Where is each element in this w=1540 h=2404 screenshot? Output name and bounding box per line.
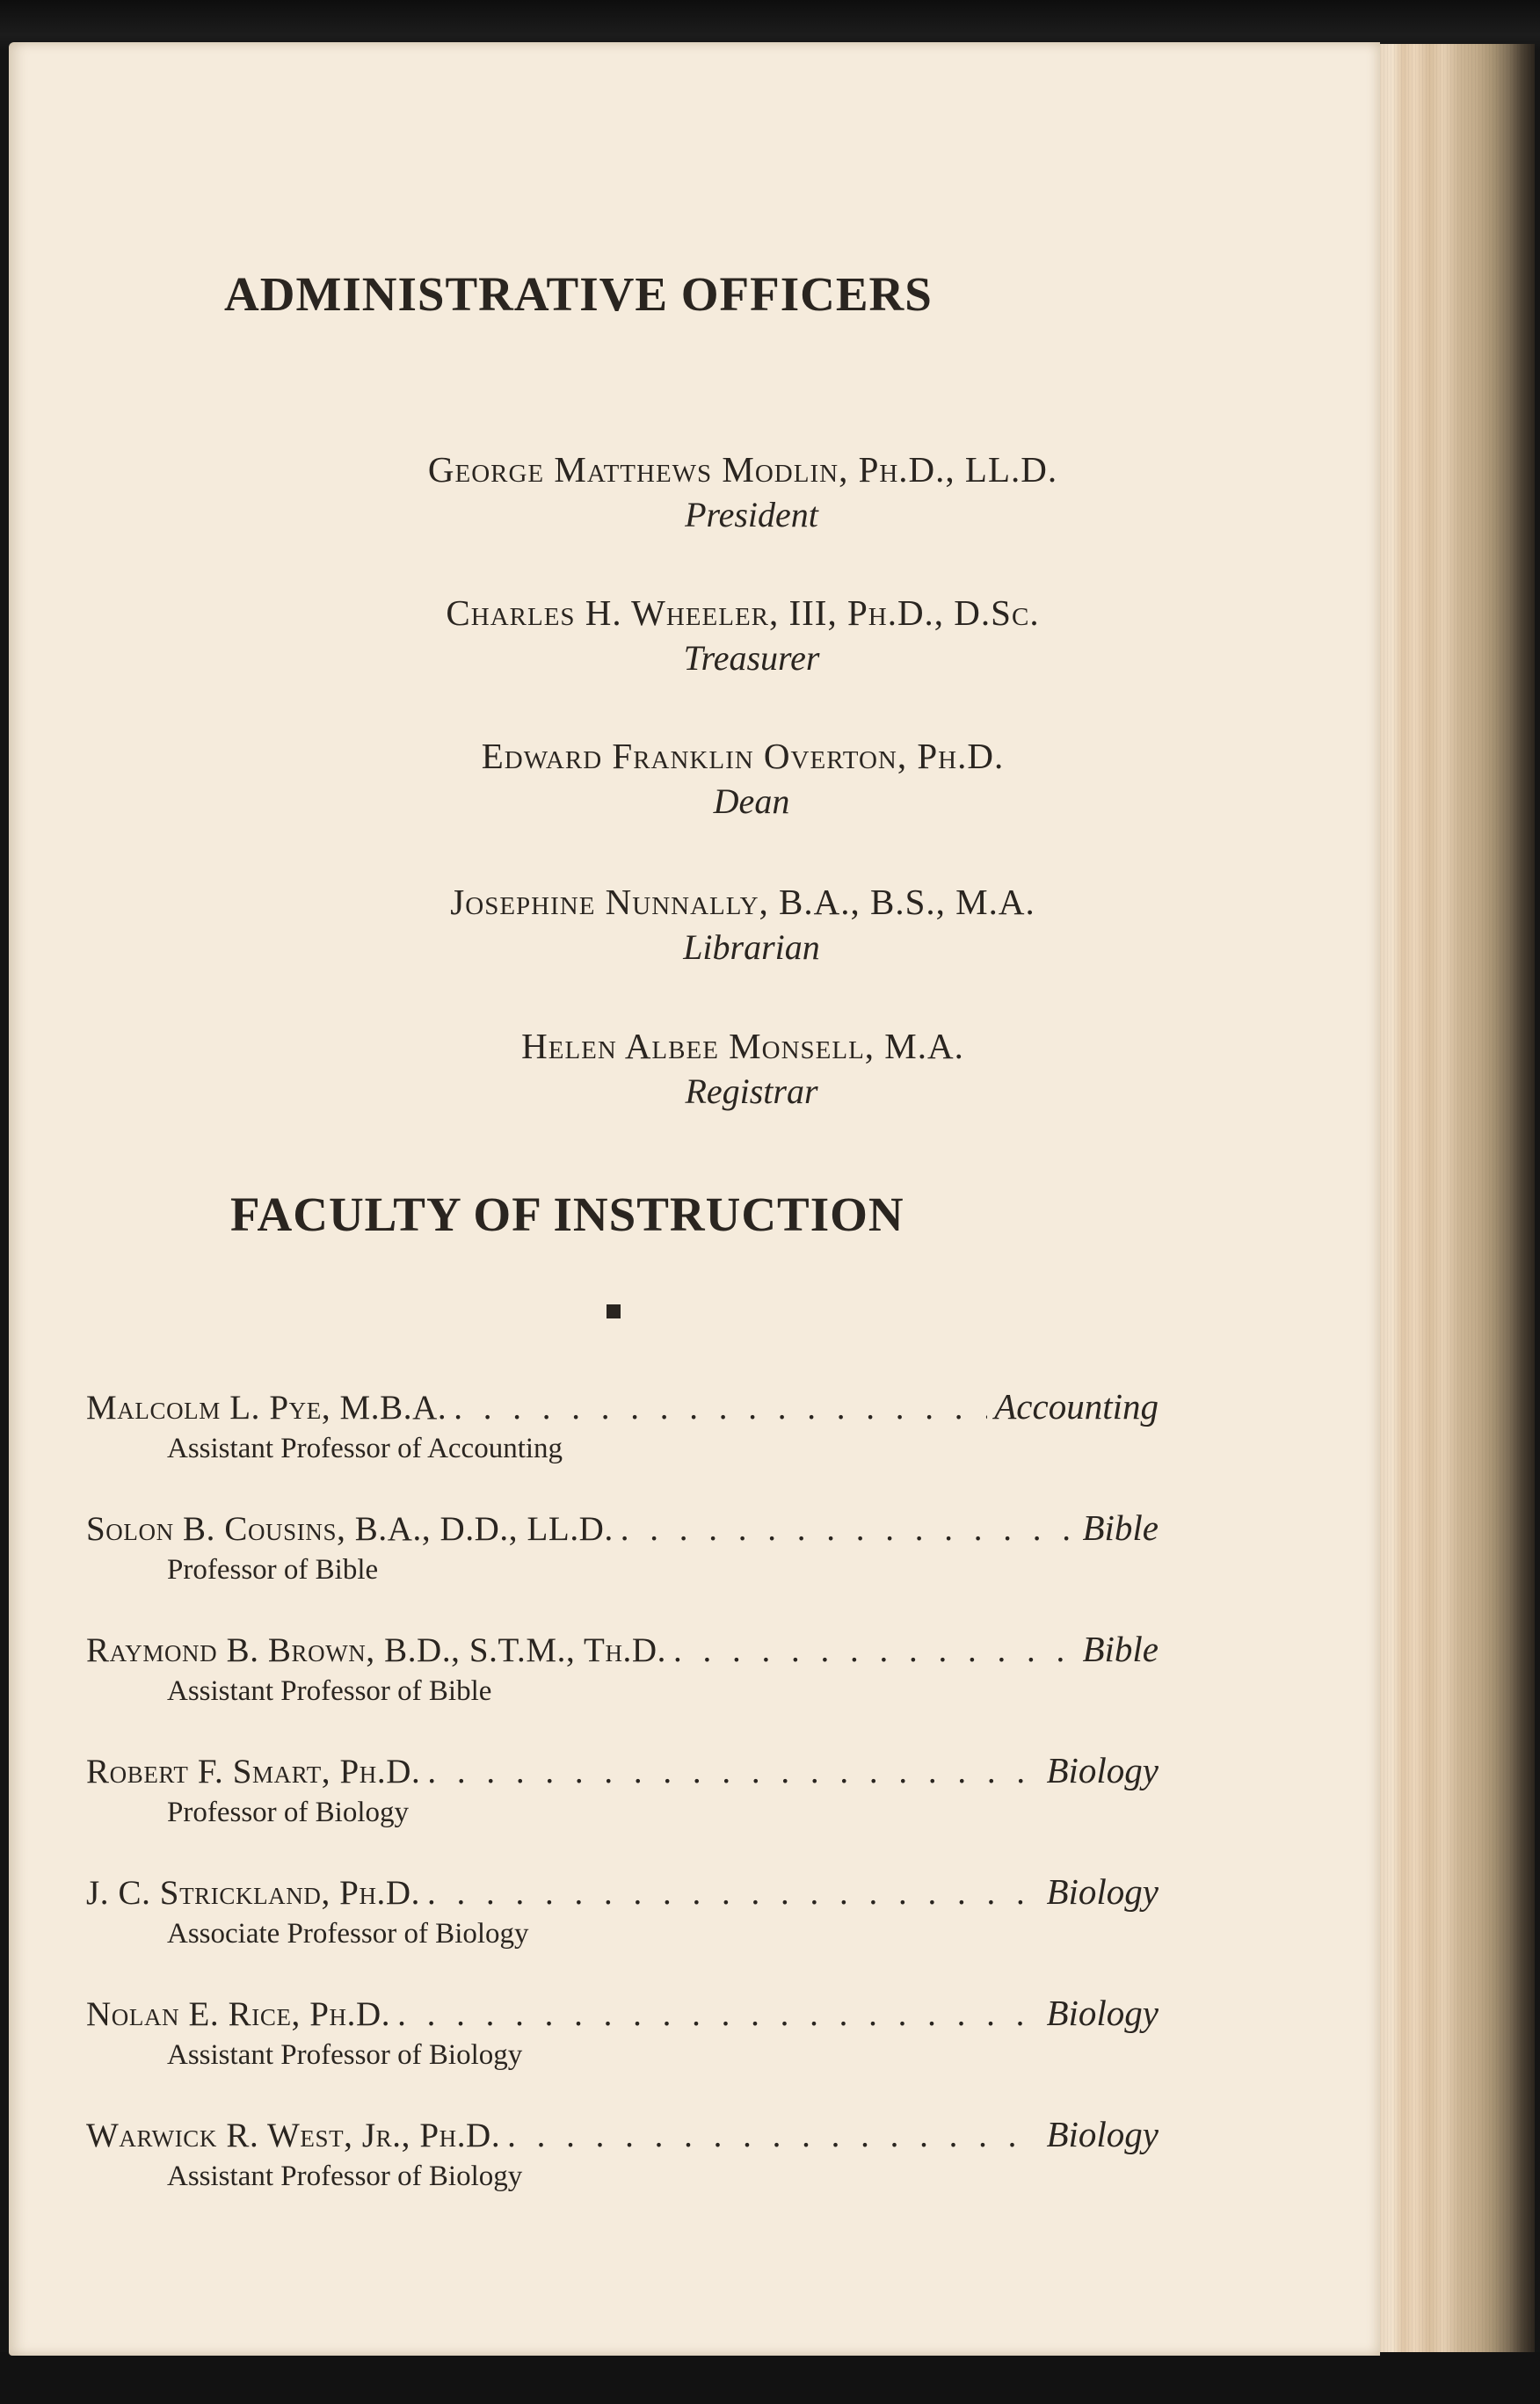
faculty-entry-line	[86, 1870, 1159, 1913]
dot-leader	[427, 1873, 1039, 1913]
faculty-rank: Professor of Bible	[167, 1554, 379, 1586]
faculty-department: Bible	[1082, 1507, 1159, 1548]
officer-name: Charles H. Wheeler, III, Ph.D., D.Sc.	[446, 592, 1040, 633]
page-content	[9, 42, 1380, 2356]
section-divider-bullet	[607, 1304, 621, 1318]
officer-title: President	[685, 495, 818, 534]
faculty-rank: Assistant Professor of Biology	[167, 2161, 523, 2192]
faculty-department: Biology	[1046, 1993, 1159, 2033]
dot-leader	[454, 1388, 987, 1427]
faculty-rank: Professor of Biology	[167, 1797, 409, 1828]
officer-entry	[9, 735, 1380, 822]
book-page-edges	[1380, 44, 1535, 2361]
faculty-entry	[86, 1870, 1159, 1950]
faculty-name: Solon B. Cousins, B.A., D.D., LL.D.	[86, 1510, 614, 1548]
faculty-entry-line	[86, 1749, 1159, 1791]
faculty-department: Accounting	[994, 1386, 1159, 1427]
officer-entry	[9, 448, 1380, 535]
faculty-name: Malcolm L. Pye, M.B.A.	[86, 1389, 447, 1427]
officer-entry	[9, 1025, 1380, 1112]
dot-leader	[427, 1752, 1039, 1791]
faculty-entry	[86, 1992, 1159, 2072]
faculty-department: Biology	[1046, 1750, 1159, 1790]
dot-leader	[621, 1509, 1076, 1549]
faculty-department: Biology	[1046, 1871, 1159, 1912]
dot-leader	[397, 1994, 1039, 2034]
dot-leader	[673, 1631, 1075, 1670]
officer-name: George Matthews Modlin, Ph.D., LL.D.	[427, 449, 1058, 490]
faculty-entry-line	[86, 1507, 1159, 1549]
faculty-entry-line	[86, 1385, 1159, 1427]
officer-entry	[9, 592, 1380, 679]
officer-entry	[9, 881, 1380, 968]
faculty-name: J. C. Strickland, Ph.D.	[86, 1874, 421, 1912]
faculty-entry	[86, 1507, 1159, 1587]
faculty-rank: Associate Professor of Biology	[167, 1918, 529, 1950]
faculty-entry-line	[86, 1628, 1159, 1670]
dot-leader	[507, 2116, 1039, 2155]
faculty-rank: Assistant Professor of Bible	[167, 1675, 492, 1707]
officer-title: Treasurer	[683, 638, 820, 678]
officer-name: Edward Franklin Overton, Ph.D.	[481, 736, 1005, 776]
officer-title: Librarian	[683, 927, 820, 967]
administrative-officers-heading: ADMINISTRATIVE OFFICERS	[224, 267, 933, 321]
faculty-department: Bible	[1082, 1629, 1159, 1669]
faculty-entry-line	[86, 1992, 1159, 2034]
faculty-rank: Assistant Professor of Biology	[167, 2039, 523, 2071]
faculty-entry	[86, 2113, 1159, 2193]
officer-name: Josephine Nunnally, B.A., B.S., M.A.	[450, 882, 1035, 922]
faculty-name: Raymond B. Brown, B.D., S.T.M., Th.D.	[86, 1631, 667, 1669]
officer-title: Registrar	[685, 1071, 818, 1111]
faculty-department: Biology	[1046, 2114, 1159, 2154]
faculty-entry	[86, 1385, 1159, 1465]
faculty-name: Warwick R. West, Jr., Ph.D.	[86, 2117, 501, 2154]
faculty-rank: Assistant Professor of Accounting	[167, 1433, 563, 1464]
faculty-entry	[86, 1749, 1159, 1829]
faculty-name: Nolan E. Rice, Ph.D.	[86, 1995, 391, 2033]
officer-name: Helen Albee Monsell, M.A.	[521, 1026, 964, 1066]
officer-title: Dean	[713, 781, 790, 821]
faculty-name: Robert F. Smart, Ph.D.	[86, 1753, 421, 1790]
page-sheet	[9, 42, 1380, 2356]
faculty-entry	[86, 1628, 1159, 1708]
scan-bottom-shadow	[0, 2352, 1540, 2404]
faculty-of-instruction-heading: FACULTY OF INSTRUCTION	[230, 1187, 904, 1241]
faculty-entry-line	[86, 2113, 1159, 2155]
